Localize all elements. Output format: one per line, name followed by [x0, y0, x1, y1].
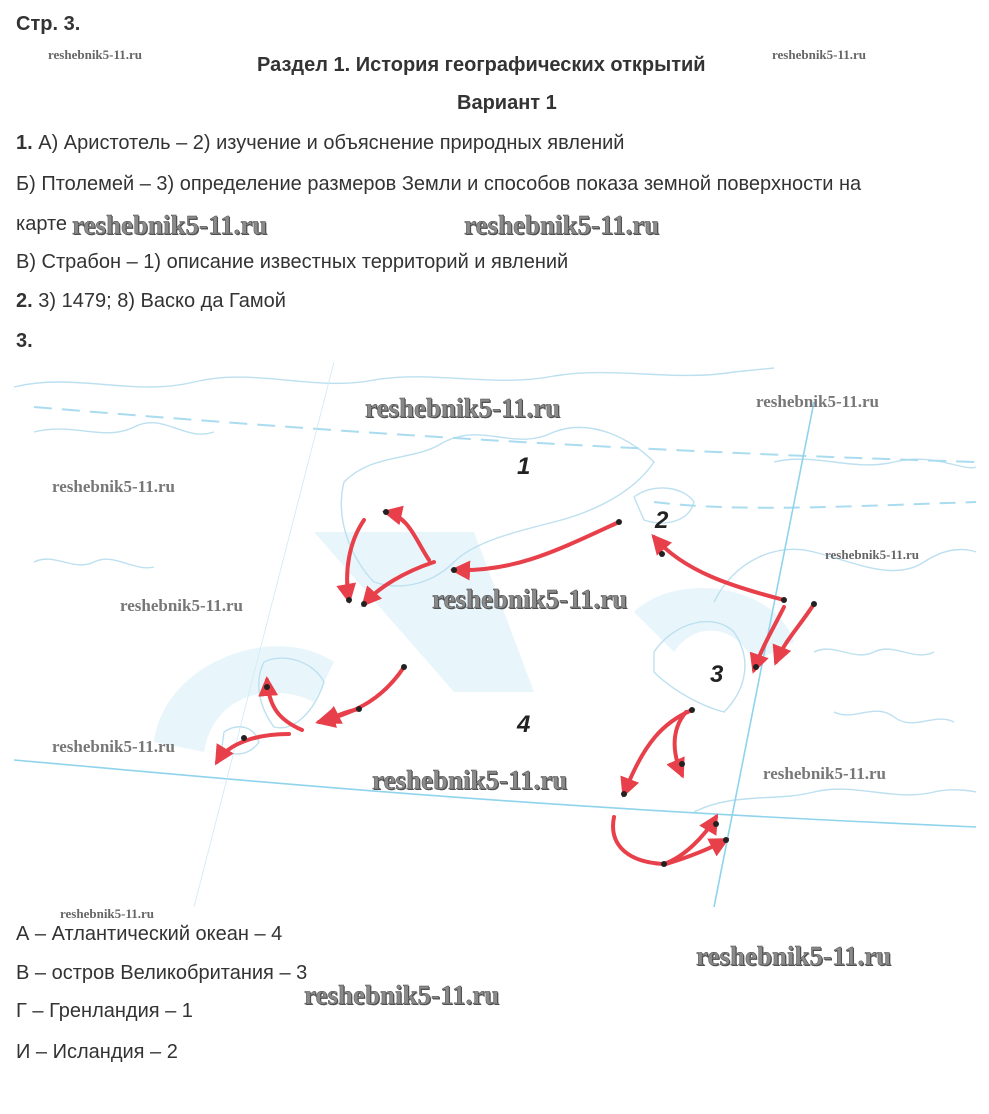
q2-text: 3) 1479; 8) Васко да Гамой [38, 290, 286, 312]
watermark: reshebnik5-11.ru [72, 210, 268, 240]
section-title: Раздел 1. История географических открытий [257, 54, 706, 76]
watermark: reshebnik5-11.ru [696, 941, 892, 971]
answer-v: В – остров Великобритания – 3 [16, 962, 308, 984]
q1-answer-b: Б) Птолемей – 3) определение размеров Земли и способов показа земной поверхности на [16, 173, 862, 195]
q1-answer-a [16, 131, 624, 155]
watermark: reshebnik5-11.ru [304, 980, 500, 1010]
watermark: reshebnik5-11.ru [464, 210, 660, 240]
watermark: reshebnik5-11.ru [120, 596, 243, 615]
page-label: Стр. 3. [16, 13, 81, 35]
route-arrow [624, 710, 692, 794]
map-label-3: 3 [710, 661, 724, 688]
route-arrow [613, 817, 716, 864]
q1-number: 1. [16, 132, 33, 154]
q2-number: 2. [16, 290, 33, 312]
watermark: reshebnik5-11.ru [365, 393, 561, 423]
watermark: reshebnik5-11.ru [52, 477, 175, 496]
map-image [14, 362, 976, 907]
q3-number: 3. [16, 330, 33, 352]
q1-a-text: А) Аристотель – 2) изучение и объяснение природных явлений [38, 132, 625, 154]
answer-g: Г – Гренландия – 1 [16, 1000, 193, 1022]
watermark: reshebnik5-11.ru [48, 47, 143, 62]
watermark: reshebnik5-11.ru [756, 392, 879, 411]
answer-i: И – Исландия – 2 [16, 1041, 178, 1063]
answer-a: А – Атлантический океан – 4 [16, 923, 283, 945]
q1-answer-b-cont: карте [16, 213, 68, 235]
map-label-1: 1 [517, 453, 531, 480]
watermark: reshebnik5-11.ru [372, 765, 568, 795]
q2-answer [16, 289, 286, 313]
q1-answer-c: В) Страбон – 1) описание известных территорий и явлений [16, 251, 569, 273]
watermark: reshebnik5-11.ru [763, 764, 886, 783]
route-arrow [324, 709, 359, 722]
watermark: reshebnik5-11.ru [772, 47, 867, 62]
background-logo [154, 532, 794, 752]
variant-title: Вариант 1 [457, 92, 557, 114]
watermark: reshebnik5-11.ru [432, 584, 628, 614]
map-label-4: 4 [517, 711, 531, 738]
watermark: reshebnik5-11.ru [60, 906, 155, 921]
route-arrow [319, 667, 404, 722]
watermark: reshebnik5-11.ru [825, 547, 920, 562]
map-label-2: 2 [655, 507, 669, 534]
watermark: reshebnik5-11.ru [52, 737, 175, 756]
